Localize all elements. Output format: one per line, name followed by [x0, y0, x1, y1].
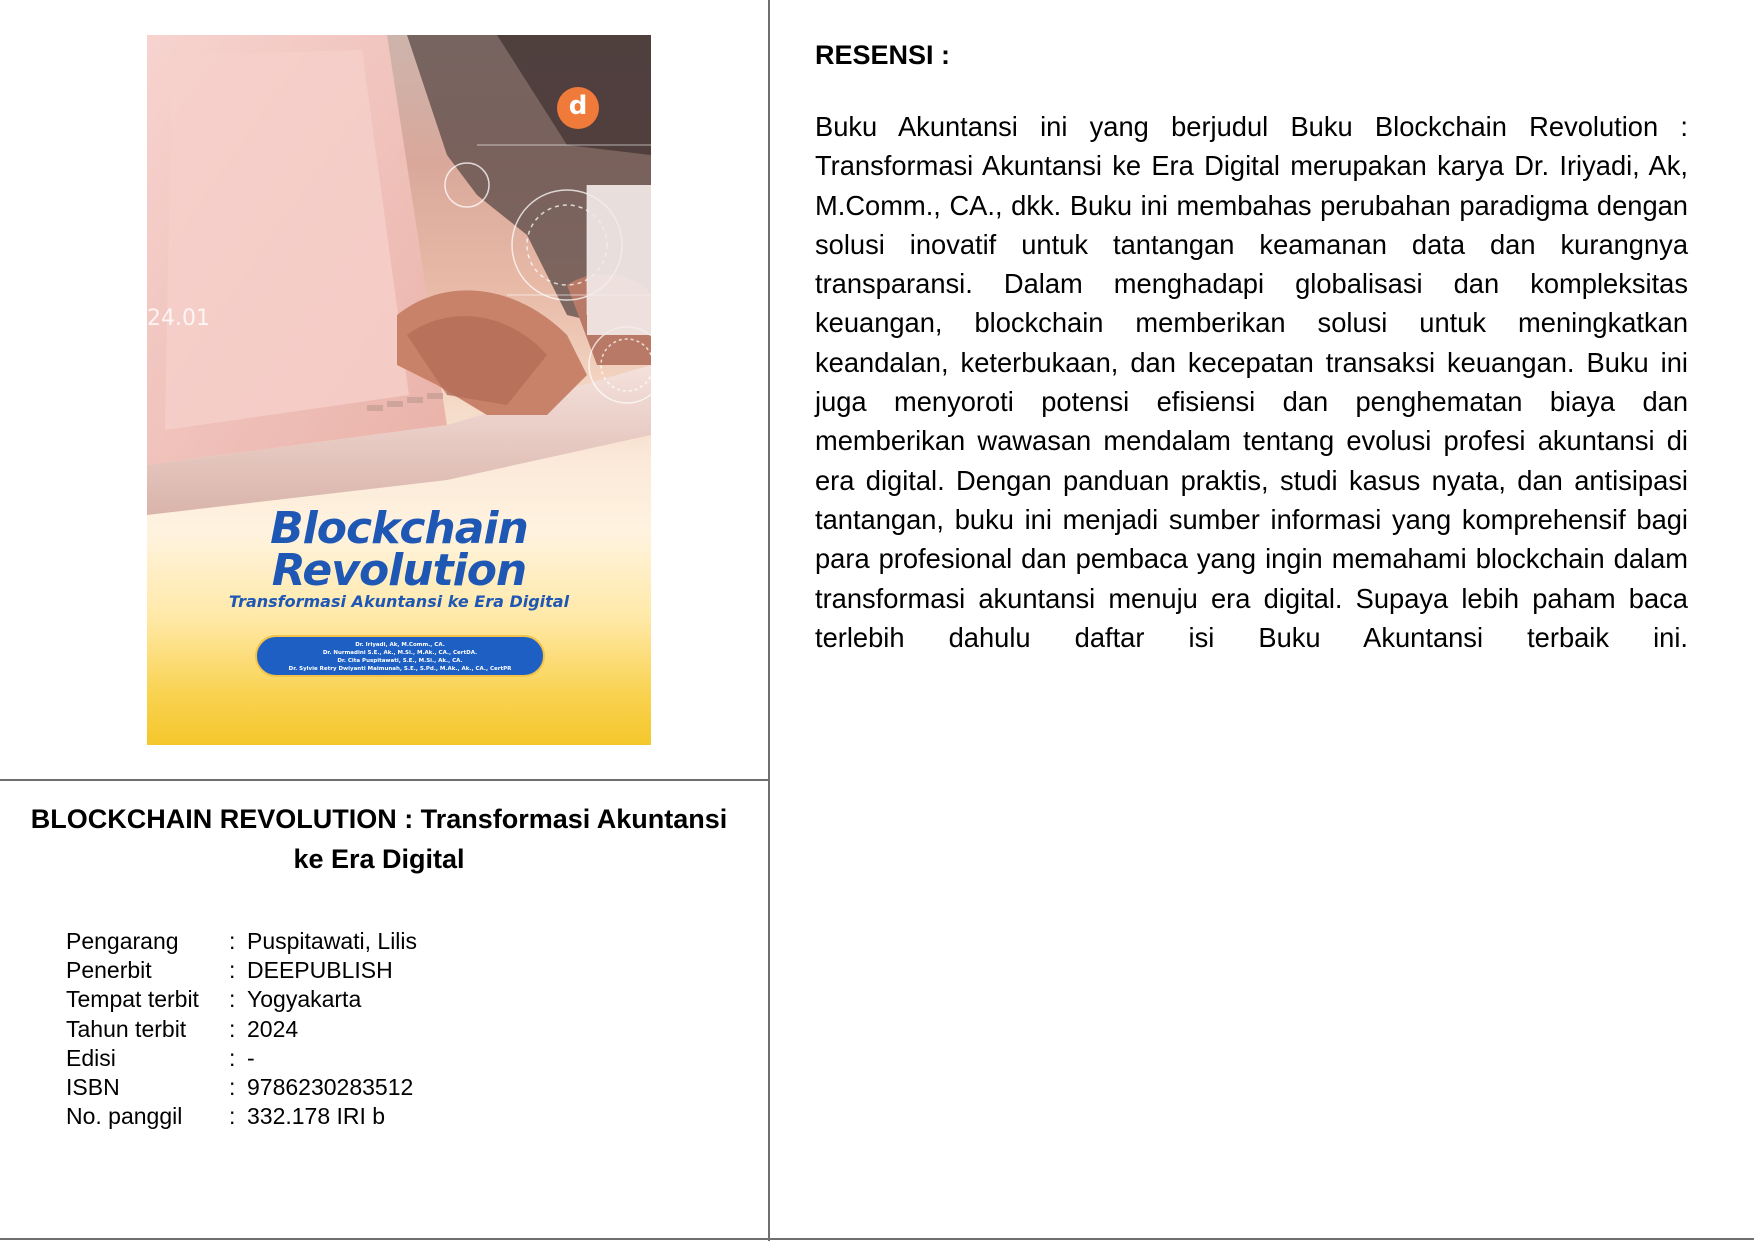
metadata-separator: : — [229, 928, 236, 954]
cover-author: Dr. Sylvie Retry Dwiyanti Maimunah, S.E., S.Pd., M.Ak., Ak., CA., CertPR — [288, 666, 512, 672]
book-metadata-table — [66, 927, 417, 1131]
metadata-label: Tahun terbit — [66, 1015, 187, 1042]
cover-title-line1: Blockchain — [270, 503, 528, 554]
metadata-row — [66, 1102, 417, 1131]
metadata-label: Tempat terbit — [66, 986, 199, 1013]
metadata-label: No. panggil — [66, 1103, 183, 1130]
cover-authors-badge — [255, 635, 545, 677]
metadata-separator: : — [229, 1074, 236, 1101]
cover-subtitle: Transformasi Akuntansi ke Era Digital — [228, 592, 570, 611]
cover-author: Dr. Nurmadini S.E., Ak., M.Si., M.Ak., CA., CertDA. — [322, 650, 478, 656]
section-divider — [0, 779, 769, 781]
metadata-separator: : — [229, 1044, 236, 1071]
metadata-value: - — [247, 1044, 255, 1071]
metadata-value: Yogyakarta — [247, 986, 362, 1013]
cover-title-line2: Revolution — [271, 545, 527, 596]
metadata-separator: : — [229, 1015, 236, 1042]
book-title: BLOCKCHAIN REVOLUTION : Transformasi Akuntansi ke Era Digital — [30, 804, 728, 874]
metadata-row — [66, 927, 417, 956]
metadata-row — [66, 956, 417, 985]
cover-author: Dr. Cita Puspitawati, S.E., M.Si., Ak., CA. — [337, 658, 463, 664]
cover-author: Dr. Iriyadi, Ak, M.Comm., CA. — [355, 642, 445, 648]
column-divider — [768, 0, 770, 1241]
metadata-value: 9786230283512 — [247, 1074, 414, 1101]
metadata-label: ISBN — [66, 1074, 120, 1101]
bottom-border — [0, 1238, 1754, 1240]
metadata-label: Pengarang — [66, 928, 179, 954]
metadata-separator: : — [229, 957, 236, 984]
metadata-row — [66, 1044, 417, 1073]
metadata-row — [66, 1015, 417, 1044]
metadata-separator: : — [229, 986, 236, 1013]
svg-text:24.01: 24.01 — [147, 306, 210, 331]
metadata-label: Penerbit — [66, 957, 152, 984]
metadata-label: Edisi — [66, 1044, 116, 1071]
metadata-row — [66, 985, 417, 1014]
metadata-value: 332.178 IRI b — [247, 1103, 386, 1130]
metadata-value: Puspitawati, Lilis — [247, 928, 418, 954]
review-heading: RESENSI : — [815, 40, 951, 70]
metadata-value: 2024 — [247, 1015, 299, 1042]
metadata-row — [66, 1073, 417, 1102]
publisher-logo-icon: d — [557, 87, 599, 129]
book-cover-image — [147, 35, 651, 745]
review-text: Buku Akuntansi ini yang berjudul Buku Blockchain Revolution : Transformasi Akuntansi ke Era Digital merupakan karya Dr. Iriyadi, Ak, M.Comm., CA., dkk. Buku ini membahas perubahan paradigma dengan solusi inovatif untuk tantangan keamanan data dan kurangnya transparansi. Dalam menghadapi globalisasi dan kompleksitas keuangan, blockchain memberikan solusi untuk meningkatkan keandalan, keterbukaan, dan kecepatan transaksi keuangan. Buku ini juga menyoroti potensi efisiensi dan penghematan biaya dan memberikan wawasan mendalam tentang evolusi profesi akuntansi di era digital. Dengan panduan praktis, studi kasus nyata, dan antisipasi tantangan, buku ini menjadi sumber informasi yang komprehensif bagi para profesional dan pembaca yang ingin memahami blockchain dalam transformasi akuntansi menuju era digital. Supaya lebih paham baca terlebih dahulu daftar isi Buku Akuntansi terbaik ini. — [815, 111, 1688, 653]
metadata-separator: : — [229, 1103, 236, 1130]
metadata-value: DEEPUBLISH — [247, 957, 393, 984]
